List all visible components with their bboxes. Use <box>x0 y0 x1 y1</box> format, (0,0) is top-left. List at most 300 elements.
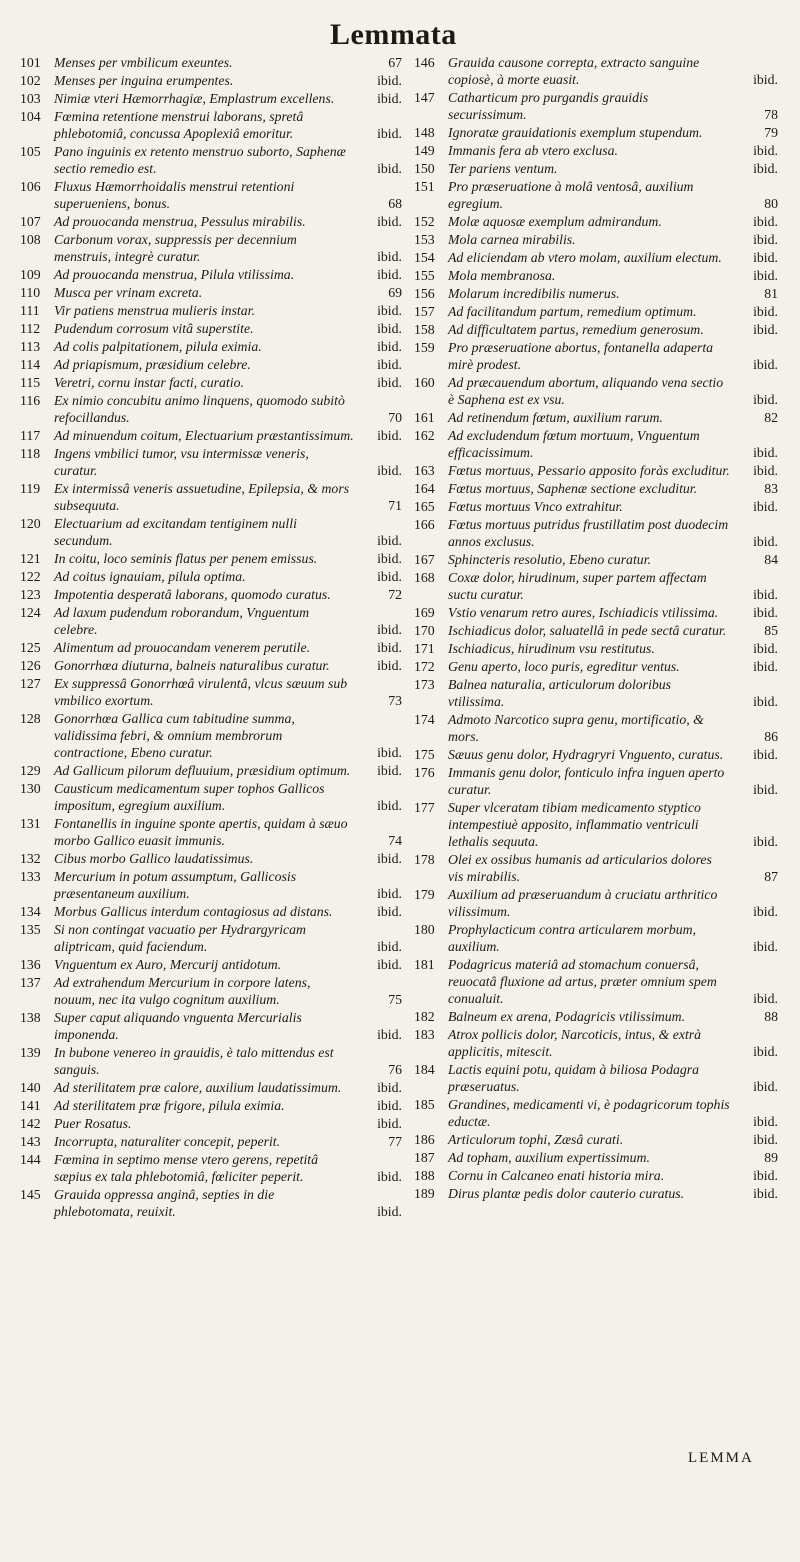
entry-number: 101 <box>20 55 41 70</box>
entry-number: 170 <box>414 623 435 638</box>
index-entry <box>20 604 402 638</box>
entry-number: 166 <box>414 517 435 532</box>
entry-number: 142 <box>20 1116 41 1131</box>
index-entry <box>414 551 778 568</box>
page-reference: ibid. <box>377 745 402 760</box>
page-reference: ibid. <box>377 339 402 354</box>
index-entry <box>20 675 402 709</box>
index-entry <box>20 445 402 479</box>
index-entry <box>414 267 778 284</box>
entry-number: 118 <box>20 446 41 461</box>
entry-text: Ad eliciendam ab vtero molam, auxilium electum. <box>448 250 722 265</box>
entry-number: 119 <box>20 481 41 496</box>
page-reference: ibid. <box>377 126 402 141</box>
entry-text: Ingens vmbilici tumor, vsu intermissæ veneris, curatur. <box>54 446 309 478</box>
entry-text: Podagricus materiâ ad stomachum conuersâ, reuocatâ fluxione ad artus, præter omnium spem conualuit. <box>448 957 717 1006</box>
entry-text: Ad facilitandum partum, remedium optimum. <box>448 304 697 319</box>
entry-text: Grauida oppressa anginâ, septies in die phlebotomata, reuixit. <box>54 1187 275 1219</box>
entry-number: 146 <box>414 55 435 70</box>
entry-text: Balneum ex arena, Podagricis vtilissimum. <box>448 1009 686 1024</box>
index-entry <box>20 213 402 230</box>
page-reference: ibid. <box>377 798 402 813</box>
entry-text: Ad topham, auxilium expertissimum. <box>448 1150 650 1165</box>
page-reference: ibid. <box>753 1186 778 1201</box>
entry-text: Ad retinendum fœtum, auxilium rarum. <box>448 410 663 425</box>
entry-number: 130 <box>20 781 41 796</box>
left-column <box>20 54 402 1221</box>
index-entry <box>414 213 778 230</box>
entry-number: 103 <box>20 91 41 106</box>
page-reference: ibid. <box>753 534 778 549</box>
page-reference: ibid. <box>753 463 778 478</box>
entry-text: Pro præseruatione à molâ ventosâ, auxilium egregium. <box>448 179 694 211</box>
entry-number: 161 <box>414 410 435 425</box>
entry-text: Articulorum tophi, Zæsâ curati. <box>448 1132 624 1147</box>
index-entry <box>414 851 778 885</box>
entry-number: 189 <box>414 1186 435 1201</box>
entry-number: 179 <box>414 887 435 902</box>
entry-text: Ad sterilitatem præ frigore, pilula eximia. <box>54 1098 285 1113</box>
entry-text: Fœmina in septimo mense vtero gerens, repetitâ sæpius ex tala phlebotomiâ, fœliciter peperit. <box>54 1152 319 1184</box>
entry-number: 144 <box>20 1152 41 1167</box>
entry-number: 126 <box>20 658 41 673</box>
page-reference: ibid. <box>753 499 778 514</box>
entry-number: 145 <box>20 1187 41 1202</box>
entry-number: 163 <box>414 463 435 478</box>
entry-text: Lactis equini potu, quidam à biliosa Podagra præseruatus. <box>448 1062 700 1094</box>
entry-number: 167 <box>414 552 435 567</box>
index-entry <box>20 850 402 867</box>
index-entry <box>20 1097 402 1114</box>
index-entry <box>20 956 402 973</box>
entry-number: 177 <box>414 800 435 815</box>
entry-number: 132 <box>20 851 41 866</box>
index-entry <box>414 178 778 212</box>
entry-number: 114 <box>20 357 41 372</box>
page-reference: ibid. <box>753 232 778 247</box>
page-reference: ibid. <box>753 392 778 407</box>
index-entry <box>20 338 402 355</box>
entry-number: 115 <box>20 375 41 390</box>
entry-text: Fontanellis in inguine sponte apertis, quidam à sæuo morbo Gallico euasit immunis. <box>54 816 348 848</box>
entry-number: 110 <box>20 285 41 300</box>
page-reference: ibid. <box>753 659 778 674</box>
index-entry <box>20 284 402 301</box>
index-entry <box>20 72 402 89</box>
entry-text: Ad coitus ignauiam, pilula optima. <box>54 569 246 584</box>
page-header <box>0 6 800 50</box>
entry-text: Ischiadicus, hirudinum vsu restitutus. <box>448 641 655 656</box>
entry-number: 122 <box>20 569 41 584</box>
page-reference: 89 <box>764 1150 778 1165</box>
index-entry <box>20 903 402 920</box>
index-entry <box>20 1133 402 1150</box>
page-reference: ibid. <box>753 1132 778 1147</box>
entry-number: 160 <box>414 375 435 390</box>
entry-text: Puer Rosatus. <box>54 1116 132 1131</box>
entry-text: Vir patiens menstrua mulieris instar. <box>54 303 255 318</box>
index-entry <box>414 231 778 248</box>
entry-number: 172 <box>414 659 435 674</box>
entry-text: Alimentum ad prouocandam venerem perutile. <box>54 640 311 655</box>
page-reference: ibid. <box>377 73 402 88</box>
entry-text: Menses per vmbilicum exeuntes. <box>54 55 233 70</box>
index-entry <box>414 339 778 373</box>
page-reference: ibid. <box>377 91 402 106</box>
entry-number: 113 <box>20 339 41 354</box>
index-entry <box>414 1131 778 1148</box>
page-reference: 88 <box>764 1009 778 1024</box>
entry-text: Ad excludendum fœtum mortuum, Vnguentum efficacissimum. <box>448 428 700 460</box>
page-reference: ibid. <box>377 551 402 566</box>
entry-text: Super vlceratam tibiam medicamento styptico intempestiuè apposito, inflammatio ventriculi lethalis sequuta. <box>448 800 701 849</box>
page-reference: ibid. <box>753 991 778 1006</box>
index-entry <box>414 374 778 408</box>
page-reference: ibid. <box>377 763 402 778</box>
page-reference: ibid. <box>377 303 402 318</box>
entry-text: Dirus plantæ pedis dolor cauterio curatus. <box>448 1186 685 1201</box>
entry-number: 165 <box>414 499 435 514</box>
entry-text: Morbus Gallicus interdum contagiosus ad distans. <box>54 904 333 919</box>
entry-number: 181 <box>414 957 435 972</box>
page-reference: ibid. <box>377 1169 402 1184</box>
entry-text: Carbonum vorax, suppressis per decennium menstruis, integrè curatur. <box>54 232 297 264</box>
entry-text: Cibus morbo Gallico laudatissimus. <box>54 851 254 866</box>
page-reference: ibid. <box>753 250 778 265</box>
entry-text: Ex suppressâ Gonorrhœâ virulentâ, vlcus sæuum sub vmbilico exortum. <box>54 676 348 708</box>
page-reference: ibid. <box>377 622 402 637</box>
entry-number: 140 <box>20 1080 41 1095</box>
page-reference: ibid. <box>377 321 402 336</box>
page-reference: 84 <box>764 552 778 567</box>
entry-number: 155 <box>414 268 435 283</box>
entry-text: Fœtus mortuus Vnco extrahitur. <box>448 499 623 514</box>
index-entry <box>414 711 778 745</box>
page-reference: 74 <box>388 833 402 848</box>
index-entry <box>20 143 402 177</box>
page-reference: 81 <box>764 286 778 301</box>
page-reference: ibid. <box>753 304 778 319</box>
page-reference: ibid. <box>377 161 402 176</box>
entry-number: 157 <box>414 304 435 319</box>
entry-number: 143 <box>20 1134 41 1149</box>
index-entry <box>414 799 778 850</box>
entry-text: Fluxus Hæmorrhoidalis menstrui retentioni superueniens, bonus. <box>54 179 295 211</box>
entry-number: 164 <box>414 481 435 496</box>
entry-number: 168 <box>414 570 435 585</box>
page-reference: 87 <box>764 869 778 884</box>
entry-number: 137 <box>20 975 41 990</box>
page-reference: ibid. <box>753 605 778 620</box>
entry-number: 178 <box>414 852 435 867</box>
page-reference: ibid. <box>753 1114 778 1129</box>
page-reference: ibid. <box>753 143 778 158</box>
page-reference: ibid. <box>377 1080 402 1095</box>
page-reference: ibid. <box>377 533 402 548</box>
entry-number: 123 <box>20 587 41 602</box>
entry-text: Auxilium ad præseruandum à cruciatu arthritico vilissimum. <box>448 887 718 919</box>
index-entry <box>414 249 778 266</box>
page-reference: ibid. <box>377 569 402 584</box>
index-entry <box>414 604 778 621</box>
entry-number: 125 <box>20 640 41 655</box>
index-entry <box>20 868 402 902</box>
page-reference: ibid. <box>753 587 778 602</box>
entry-number: 109 <box>20 267 41 282</box>
index-entry <box>20 780 402 814</box>
entry-number: 112 <box>20 321 41 336</box>
entry-text: Ad prouocanda menstrua, Pilula vtilissima. <box>54 267 295 282</box>
index-entry <box>20 356 402 373</box>
page-reference: ibid. <box>377 957 402 972</box>
entry-text: Mola membranosa. <box>448 268 556 283</box>
index-entry <box>20 762 402 779</box>
page-reference: ibid. <box>753 1044 778 1059</box>
entry-text: In coitu, loco seminis flatus per penem emissus. <box>54 551 318 566</box>
index-entry <box>414 321 778 338</box>
page-reference: 69 <box>388 285 402 300</box>
entry-text: Prophylacticum contra articularem morbum, auxilium. <box>448 922 697 954</box>
entry-number: 107 <box>20 214 41 229</box>
entry-number: 124 <box>20 605 41 620</box>
entry-text: Mola carnea mirabilis. <box>448 232 576 247</box>
page-reference: ibid. <box>377 939 402 954</box>
page-reference: ibid. <box>377 658 402 673</box>
entry-text: Ad Gallicum pilorum defluuium, præsidium optimum. <box>54 763 351 778</box>
entry-number: 111 <box>20 303 40 318</box>
page-reference: ibid. <box>377 1204 402 1219</box>
page-reference: ibid. <box>377 904 402 919</box>
entry-text: Vnguentum ex Auro, Mercurij antidotum. <box>54 957 282 972</box>
index-entry <box>414 124 778 141</box>
entry-number: 187 <box>414 1150 435 1165</box>
entry-text: Incorrupta, naturaliter concepit, peperit. <box>54 1134 281 1149</box>
page-reference: 75 <box>388 992 402 1007</box>
page-reference: ibid. <box>377 375 402 390</box>
index-entry <box>414 956 778 1007</box>
page-reference: ibid. <box>753 72 778 87</box>
entry-text: Fœtus mortuus, Saphenæ sectione excluditur. <box>448 481 698 496</box>
page-reference: 80 <box>764 196 778 211</box>
index-entry <box>20 108 402 142</box>
entry-number: 135 <box>20 922 41 937</box>
page-reference: 79 <box>764 125 778 140</box>
page-reference: ibid. <box>753 834 778 849</box>
index-entry <box>414 516 778 550</box>
entry-text: Sæuus genu dolor, Hydragryri Vnguento, curatus. <box>448 747 724 762</box>
entry-text: Ad difficultatem partus, remedium generosum. <box>448 322 704 337</box>
catchword: LEMMA <box>688 1450 754 1466</box>
entry-number: 105 <box>20 144 41 159</box>
entry-text: Pano inguinis ex retento menstruo suborto, Saphenæ sectio remedio est. <box>54 144 346 176</box>
entry-text: Causticum medicamentum super tophos Gallicos impositum, egregium auxilium. <box>54 781 325 813</box>
page-reference: ibid. <box>377 463 402 478</box>
page-reference: ibid. <box>753 747 778 762</box>
entry-text: Gonorrhœa Gallica cum tabitudine summa, validissima febri, & omnium membrorum contractione, Ebeno curatur. <box>54 711 295 760</box>
entry-text: Fœtus mortuus putridus frustillatim post duodecim annos exclusus. <box>448 517 729 549</box>
entry-number: 162 <box>414 428 435 443</box>
entry-text: Ex intermissâ veneris assuetudine, Epilepsia, & mors subsequuta. <box>54 481 350 513</box>
index-entry <box>414 1061 778 1095</box>
entry-number: 158 <box>414 322 435 337</box>
index-entry <box>20 1151 402 1185</box>
page-reference: ibid. <box>753 782 778 797</box>
entry-text: In bubone venereo in grauidis, è talo mittendus est sanguis. <box>54 1045 334 1077</box>
index-entry <box>414 427 778 461</box>
index-entry <box>20 178 402 212</box>
entry-number: 152 <box>414 214 435 229</box>
index-entry <box>20 1186 402 1220</box>
entry-text: Mercurium in potum assumptum, Gallicosis præsentaneum auxilium. <box>54 869 297 901</box>
entry-number: 117 <box>20 428 41 443</box>
entry-text: Ad priapismum, præsidium celebre. <box>54 357 251 372</box>
index-entry <box>414 1149 778 1166</box>
entry-number: 169 <box>414 605 435 620</box>
index-entry <box>20 374 402 391</box>
index-entry <box>20 586 402 603</box>
page-reference: 68 <box>388 196 402 211</box>
entry-text: Ter pariens ventum. <box>448 161 558 176</box>
page-reference: 70 <box>388 410 402 425</box>
index-entry <box>20 480 402 514</box>
index-entry <box>414 462 778 479</box>
right-column <box>414 54 778 1203</box>
entry-number: 148 <box>414 125 435 140</box>
entry-number: 151 <box>414 179 435 194</box>
index-entry <box>414 480 778 497</box>
index-entry <box>20 1009 402 1043</box>
entry-number: 129 <box>20 763 41 778</box>
index-entry <box>20 320 402 337</box>
index-entry <box>414 54 778 88</box>
entry-number: 127 <box>20 676 41 691</box>
index-entry <box>20 710 402 761</box>
page-reference: 72 <box>388 587 402 602</box>
entry-number: 139 <box>20 1045 41 1060</box>
entry-number: 134 <box>20 904 41 919</box>
page-reference: 67 <box>388 55 402 70</box>
index-entry <box>20 550 402 567</box>
entry-number: 184 <box>414 1062 435 1077</box>
page-reference: ibid. <box>377 1116 402 1131</box>
entry-number: 176 <box>414 765 435 780</box>
entry-number: 141 <box>20 1098 41 1113</box>
entry-text: Fœtus mortuus, Pessario apposito foràs excluditur. <box>448 463 730 478</box>
entry-text: Impotentia desperatâ laborans, quomodo curatus. <box>54 587 331 602</box>
index-entry <box>414 886 778 920</box>
entry-number: 149 <box>414 143 435 158</box>
entry-number: 106 <box>20 179 41 194</box>
entry-text: Super caput aliquando vnguenta Mercurialis imponenda. <box>54 1010 302 1042</box>
index-entry <box>20 568 402 585</box>
entry-number: 156 <box>414 286 435 301</box>
entry-number: 147 <box>414 90 435 105</box>
entry-text: Musca per vrinam excreta. <box>54 285 203 300</box>
index-entry <box>414 303 778 320</box>
page-reference: ibid. <box>377 267 402 282</box>
entry-number: 150 <box>414 161 435 176</box>
entry-text: Nimiæ vteri Hæmorrhagiæ, Emplastrum excellens. <box>54 91 335 106</box>
page-reference: ibid. <box>753 357 778 372</box>
page-reference: ibid. <box>377 886 402 901</box>
page-reference: ibid. <box>753 214 778 229</box>
running-head: Lemmata <box>330 18 457 51</box>
entry-text: Fœmina retentione menstrui laborans, spretâ phlebotomiâ, concussa Apoplexiâ emoritur. <box>54 109 304 141</box>
entry-number: 104 <box>20 109 41 124</box>
entry-number: 186 <box>414 1132 435 1147</box>
entry-text: Catharticum pro purgandis grauidis securissimum. <box>448 90 649 122</box>
entry-text: Ad sterilitatem præ calore, auxilium laudatissimum. <box>54 1080 342 1095</box>
entry-number: 174 <box>414 712 435 727</box>
index-entry <box>20 427 402 444</box>
entry-number: 175 <box>414 747 435 762</box>
entry-text: Pudendum corrosum vitâ superstite. <box>54 321 254 336</box>
entry-number: 138 <box>20 1010 41 1025</box>
entry-number: 133 <box>20 869 41 884</box>
entry-number: 108 <box>20 232 41 247</box>
entry-text: Grandines, medicamenti vi, è podagricorum tophis eductæ. <box>448 1097 730 1129</box>
page-reference: 78 <box>764 107 778 122</box>
index-entry <box>414 1167 778 1184</box>
index-entry <box>20 302 402 319</box>
entry-number: 136 <box>20 957 41 972</box>
entry-text: Ad laxum pudendum roborandum, Vnguentum celebre. <box>54 605 310 637</box>
page-reference: ibid. <box>753 1079 778 1094</box>
index-entry <box>20 921 402 955</box>
entry-text: Immanis fera ab vtero exclusa. <box>448 143 618 158</box>
index-entry <box>20 1115 402 1132</box>
page-reference: ibid. <box>377 1098 402 1113</box>
index-entry <box>20 1079 402 1096</box>
entry-number: 185 <box>414 1097 435 1112</box>
index-entry <box>414 409 778 426</box>
index-entry <box>20 90 402 107</box>
entry-text: Ignoratæ grauidationis exemplum stupendum. <box>448 125 703 140</box>
entry-number: 128 <box>20 711 41 726</box>
entry-number: 153 <box>414 232 435 247</box>
entry-number: 102 <box>20 73 41 88</box>
entry-text: Electuarium ad excitandam tentiginem nulli secundum. <box>54 516 297 548</box>
entry-text: Molarum incredibilis numerus. <box>448 286 620 301</box>
entry-number: 131 <box>20 816 41 831</box>
entry-text: Ad colis palpitationem, pilula eximia. <box>54 339 262 354</box>
entry-text: Si non contingat vacuatio per Hydrargyricam aliptricam, quid faciendum. <box>54 922 307 954</box>
page-reference: ibid. <box>753 694 778 709</box>
entry-text: Ischiadicus dolor, saluatellâ in pede sectâ curatur. <box>448 623 727 638</box>
page-reference: 82 <box>764 410 778 425</box>
index-entry <box>414 1026 778 1060</box>
page-reference: ibid. <box>377 357 402 372</box>
index-entry <box>414 285 778 302</box>
index-entry <box>20 657 402 674</box>
page-reference: 73 <box>388 693 402 708</box>
page-reference: 76 <box>388 1062 402 1077</box>
page-reference: ibid. <box>753 161 778 176</box>
page-reference: ibid. <box>753 641 778 656</box>
entry-number: 116 <box>20 393 41 408</box>
page-reference: ibid. <box>377 214 402 229</box>
index-entry <box>414 921 778 955</box>
entry-text: Genu aperto, loco puris, egreditur ventus. <box>448 659 680 674</box>
index-entry <box>414 764 778 798</box>
entry-text: Admoto Narcotico supra genu, mortificatio, & mors. <box>448 712 704 744</box>
page-reference: ibid. <box>377 1027 402 1042</box>
index-entry <box>20 392 402 426</box>
entry-text: Ad minuendum coitum, Electuarium præstantissimum. <box>54 428 354 443</box>
index-entry <box>414 676 778 710</box>
page-reference: ibid. <box>377 428 402 443</box>
entry-text: Olei ex ossibus humanis ad articularios dolores vis mirabilis. <box>448 852 712 884</box>
